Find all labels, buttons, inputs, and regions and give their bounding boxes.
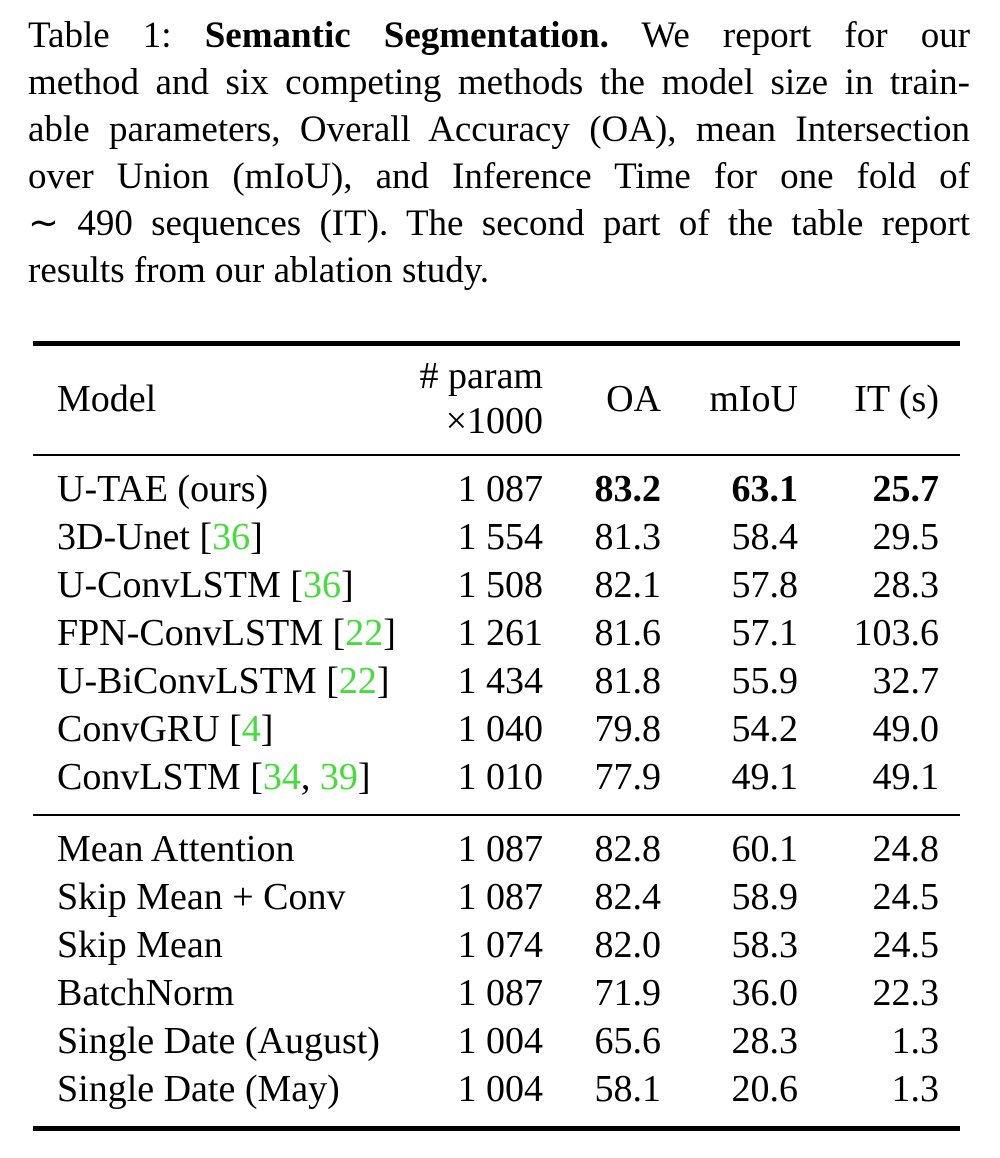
oa-cell: 71.9 (594, 972, 661, 1014)
header-row (33, 344, 960, 456)
table-row (33, 873, 960, 921)
citation-link[interactable]: 4 (241, 708, 261, 750)
model-cell (33, 1017, 418, 1065)
table-row (33, 753, 960, 815)
citation-link[interactable]: 39 (319, 756, 358, 798)
model-name: ] (376, 660, 390, 702)
miou-cell: 60.1 (731, 828, 798, 870)
caption-text: able parameters, Overall Accuracy (OA), mean Intersection (28, 109, 970, 150)
param-cell: 1 004 (457, 1020, 543, 1062)
miou-cell: 28.3 (731, 1020, 798, 1062)
table-row (33, 969, 960, 1017)
param-cell: 1 434 (457, 660, 543, 702)
miou-cell: 57.8 (731, 564, 798, 606)
caption-text: method and six competing methods the model size in train- (28, 62, 970, 103)
caption-line (28, 200, 970, 247)
param-cell: 1 074 (457, 924, 543, 966)
caption-text: results from our ablation study. (28, 250, 490, 291)
model-name: ] (340, 564, 354, 606)
model-cell (33, 969, 418, 1017)
table-caption (28, 12, 970, 294)
it-cell: 29.5 (872, 516, 939, 558)
param-cell: 1 010 (457, 756, 543, 798)
model-cell (33, 873, 418, 921)
column-header-param (418, 344, 543, 456)
miou-cell: 58.3 (731, 924, 798, 966)
oa-cell: 81.3 (594, 516, 661, 558)
miou-cell: 54.2 (731, 708, 798, 750)
param-cell: 1 087 (457, 972, 543, 1014)
model-cell (33, 753, 418, 815)
oa-cell: 82.0 (594, 924, 661, 966)
model-name: ] (383, 612, 396, 654)
model-name: U-BiConvLSTM [ (57, 660, 339, 702)
model-name: ] (357, 756, 371, 798)
table-row (33, 1017, 960, 1065)
model-name: ] (250, 516, 263, 558)
model-cell (33, 815, 418, 873)
model-cell (33, 657, 418, 705)
caption-line (28, 153, 970, 200)
param-cell: 1 554 (457, 516, 543, 558)
oa-cell: 82.4 (594, 876, 661, 918)
caption-text: Table 1: (28, 15, 205, 56)
model-name: Mean Attention (57, 828, 295, 870)
model-name: Skip Mean (57, 924, 223, 966)
model-cell (33, 455, 418, 513)
model-cell (33, 609, 418, 657)
model-cell (33, 705, 418, 753)
table-row (33, 921, 960, 969)
oa-cell: 82.8 (594, 828, 661, 870)
it-cell: 24.5 (872, 924, 939, 966)
miou-cell: 55.9 (731, 660, 798, 702)
oa-cell: 81.6 (594, 612, 661, 654)
caption-text: ∼ 490 sequences (IT). The second part of the table report (28, 203, 970, 244)
model-name: 3D-Unet [ (57, 516, 213, 558)
model-cell (33, 1065, 418, 1129)
param-cell: 1 087 (457, 468, 543, 510)
oa-cell: 79.8 (594, 708, 661, 750)
miou-cell: 58.9 (731, 876, 798, 918)
caption-text: over Union (mIoU), and Inference Time for one fold of (28, 156, 970, 197)
model-cell (33, 561, 418, 609)
param-cell: 1 087 (457, 876, 543, 918)
table-row (33, 705, 960, 753)
section-ablation (33, 815, 960, 1129)
model-name: BatchNorm (57, 972, 235, 1014)
section-comparison (33, 455, 960, 815)
table-row (33, 513, 960, 561)
param-cell: 1 261 (457, 612, 543, 654)
column-header-param-line2: ×1000 (445, 400, 543, 442)
caption-text: We report for our (608, 15, 971, 56)
it-cell: 25.7 (872, 468, 939, 510)
column-header-oa: OA (543, 344, 661, 456)
model-name: ConvGRU [ (57, 708, 242, 750)
miou-cell: 20.6 (731, 1068, 798, 1110)
miou-cell: 63.1 (731, 468, 798, 510)
it-cell: 22.3 (872, 972, 939, 1014)
model-name: FPN-ConvLSTM [ (57, 612, 346, 654)
oa-cell: 58.1 (594, 1068, 661, 1110)
column-header-it: IT (s) (798, 344, 960, 456)
model-name: U-TAE (ours) (57, 468, 269, 510)
model-cell (33, 513, 418, 561)
citation-link[interactable]: 36 (302, 564, 341, 606)
caption-line (28, 247, 970, 294)
model-name: Skip Mean + Conv (57, 876, 346, 918)
table-row (33, 561, 960, 609)
oa-cell: 82.1 (594, 564, 661, 606)
it-cell: 49.0 (872, 708, 939, 750)
oa-cell: 81.8 (594, 660, 661, 702)
param-cell: 1 087 (457, 828, 543, 870)
model-name: U-ConvLSTM [ (57, 564, 303, 606)
it-cell: 1.3 (891, 1068, 939, 1110)
results-table (33, 341, 960, 1131)
it-cell: 103.6 (853, 612, 939, 654)
it-cell: 24.8 (872, 828, 939, 870)
it-cell: 49.1 (872, 756, 939, 798)
model-name: Single Date (May) (57, 1068, 340, 1110)
model-name: ] (260, 708, 274, 750)
model-name: Single Date (August) (57, 1020, 380, 1062)
it-cell: 24.5 (872, 876, 939, 918)
caption-line (28, 59, 970, 106)
miou-cell: 57.1 (731, 612, 798, 654)
param-cell: 1 004 (457, 1068, 543, 1110)
citation-link[interactable]: 34 (262, 756, 301, 798)
column-header-miou: mIoU (661, 344, 798, 456)
param-cell: 1 040 (457, 708, 543, 750)
oa-cell: 65.6 (594, 1020, 661, 1062)
column-header-param-line1: # param (419, 355, 543, 397)
model-name: , (300, 756, 320, 798)
table-row (33, 455, 960, 513)
citation-link[interactable]: 22 (345, 612, 384, 654)
miou-cell: 58.4 (731, 516, 798, 558)
param-cell: 1 508 (457, 564, 543, 606)
caption-bold-title: Semantic Segmentation. (204, 15, 609, 56)
citation-link[interactable]: 36 (212, 516, 251, 558)
it-cell: 32.7 (872, 660, 939, 702)
miou-cell: 49.1 (731, 756, 798, 798)
caption-line (28, 106, 970, 153)
citation-link[interactable]: 22 (338, 660, 377, 702)
oa-cell: 77.9 (594, 756, 661, 798)
model-cell (33, 921, 418, 969)
table-row (33, 1065, 960, 1129)
table-row (33, 815, 960, 873)
table-row (33, 657, 960, 705)
caption-line (28, 12, 970, 59)
column-header-model: Model (33, 344, 418, 456)
miou-cell: 36.0 (731, 972, 798, 1014)
table-row (33, 609, 960, 657)
oa-cell: 83.2 (594, 468, 661, 510)
it-cell: 28.3 (872, 564, 939, 606)
model-name: ConvLSTM [ (57, 756, 263, 798)
it-cell: 1.3 (891, 1020, 939, 1062)
